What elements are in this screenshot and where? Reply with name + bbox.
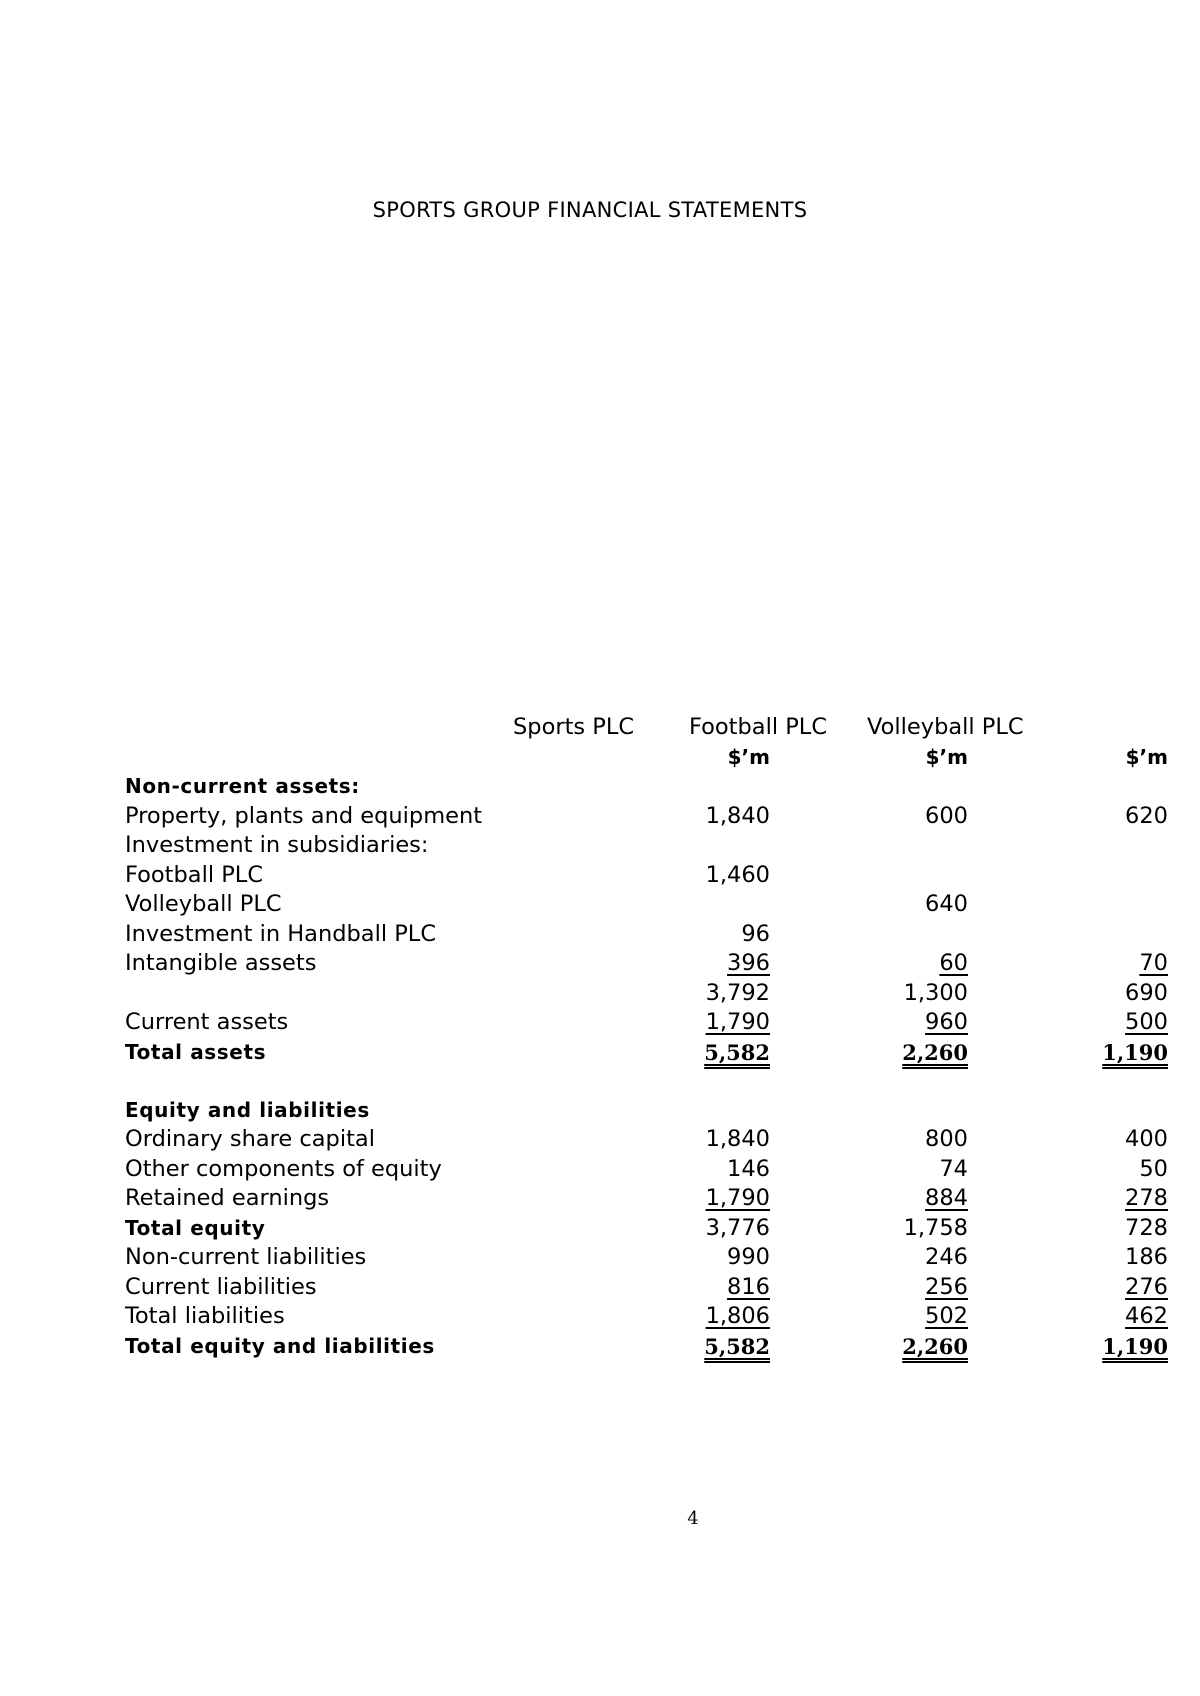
table-row: [125, 1273, 1168, 1303]
value-volleyball: 690: [1125, 979, 1168, 1006]
value-volleyball: 276: [1125, 1273, 1168, 1300]
table-row: [125, 1243, 1168, 1273]
table-row: [125, 920, 1045, 950]
row-label: Current liabilities: [125, 1273, 317, 1300]
unit-volleyball: $’m: [1125, 744, 1168, 769]
column-header-volleyball: Volleyball PLC: [867, 714, 1024, 740]
value-football: 800: [925, 1126, 968, 1152]
row-label: Total equity: [125, 1215, 266, 1240]
value-volleyball: 500: [1125, 1009, 1168, 1035]
value-sports: 146: [727, 1155, 770, 1182]
value-sports: 1,790: [705, 1185, 770, 1211]
value-volleyball: 400: [1125, 1126, 1168, 1152]
total-row: [125, 1038, 1168, 1070]
row-label: Intangible assets: [125, 950, 317, 976]
table-row: [125, 1184, 1168, 1214]
value-sports: 96: [741, 920, 770, 947]
section-heading: [125, 1096, 1045, 1126]
table-row: [125, 1302, 1168, 1332]
row-label: Ordinary share capital: [125, 1126, 375, 1152]
value-volleyball: 728: [1125, 1214, 1168, 1241]
column-header-row: [125, 713, 1045, 743]
value-sports: 816: [727, 1273, 770, 1300]
value-football: 2,260: [902, 1333, 968, 1359]
value-volleyball: 50: [1139, 1155, 1168, 1182]
row-label: Investment in subsidiaries:: [125, 832, 429, 858]
value-football: 60: [939, 950, 968, 976]
spacer: [125, 1070, 1045, 1096]
value-volleyball: 620: [1125, 802, 1168, 829]
row-label: Football PLC: [125, 861, 264, 888]
page-number: 4: [687, 1508, 699, 1529]
unit-sports: $’m: [727, 744, 770, 769]
row-label: Volleyball PLC: [125, 891, 282, 917]
value-sports: 5,582: [704, 1039, 770, 1065]
total-row: [125, 1332, 1168, 1364]
value-volleyball: 278: [1125, 1185, 1168, 1211]
value-sports: 1,460: [705, 861, 770, 888]
row-label: Total liabilities: [125, 1303, 285, 1329]
value-football: 960: [925, 1009, 968, 1035]
value-sports: 1,840: [705, 802, 770, 829]
value-football: 246: [925, 1244, 968, 1270]
value-sports: 3,776: [705, 1214, 770, 1241]
value-sports: 3,792: [705, 979, 770, 1006]
row-label: Non-current liabilities: [125, 1244, 367, 1270]
column-header-sports: Sports PLC: [513, 714, 635, 740]
value-football: 74: [939, 1155, 968, 1182]
value-volleyball: 462: [1125, 1303, 1168, 1329]
row-label: Retained earnings: [125, 1185, 330, 1211]
table-row: [125, 802, 1168, 832]
financial-statement-table: [125, 713, 1168, 1364]
row-label: Other components of equity: [125, 1155, 442, 1182]
value-football: 1,758: [903, 1214, 968, 1241]
value-football: 2,260: [902, 1039, 968, 1065]
row-label: Investment in Handball PLC: [125, 920, 437, 947]
value-sports: 1,790: [705, 1009, 770, 1035]
table-row: [125, 1125, 1168, 1155]
table-row: [125, 861, 1045, 891]
value-volleyball: 1,190: [1102, 1333, 1168, 1359]
unit-football: $’m: [925, 744, 968, 769]
table-row: [125, 949, 1168, 979]
value-sports: 5,582: [704, 1333, 770, 1359]
table-row: [125, 1008, 1168, 1038]
column-header-football: Football PLC: [689, 714, 828, 740]
value-volleyball: 1,190: [1102, 1039, 1168, 1065]
table-row: [125, 1214, 1168, 1244]
equity-liabilities-heading: Equity and liabilities: [125, 1097, 370, 1122]
value-sports: 1,806: [705, 1303, 770, 1329]
non-current-assets-heading: Non-current assets:: [125, 774, 360, 798]
value-sports: 990: [727, 1244, 770, 1270]
value-football: 884: [925, 1185, 968, 1211]
page-title: SPORTS GROUP FINANCIAL STATEMENTS: [372, 198, 808, 222]
row-label: Total equity and liabilities: [125, 1333, 435, 1358]
unit-row: [125, 743, 1168, 773]
row-label: Property, plants and equipment: [125, 802, 483, 829]
table-row: [125, 890, 1045, 920]
table-row: [125, 1155, 1168, 1185]
subtotal-row: [125, 979, 1168, 1009]
value-football: 256: [925, 1273, 968, 1300]
row-label: Total assets: [125, 1039, 267, 1064]
value-volleyball: 70: [1139, 950, 1168, 976]
row-label: Current assets: [125, 1009, 289, 1035]
section-heading: [125, 772, 1045, 802]
value-volleyball: 186: [1125, 1244, 1168, 1270]
value-football: 502: [925, 1303, 968, 1329]
value-football: 640: [925, 891, 968, 917]
value-sports: 1,840: [705, 1126, 770, 1152]
value-sports: 396: [727, 950, 770, 976]
table-row: [125, 831, 1045, 861]
value-football: 600: [925, 802, 968, 829]
value-football: 1,300: [903, 979, 968, 1006]
